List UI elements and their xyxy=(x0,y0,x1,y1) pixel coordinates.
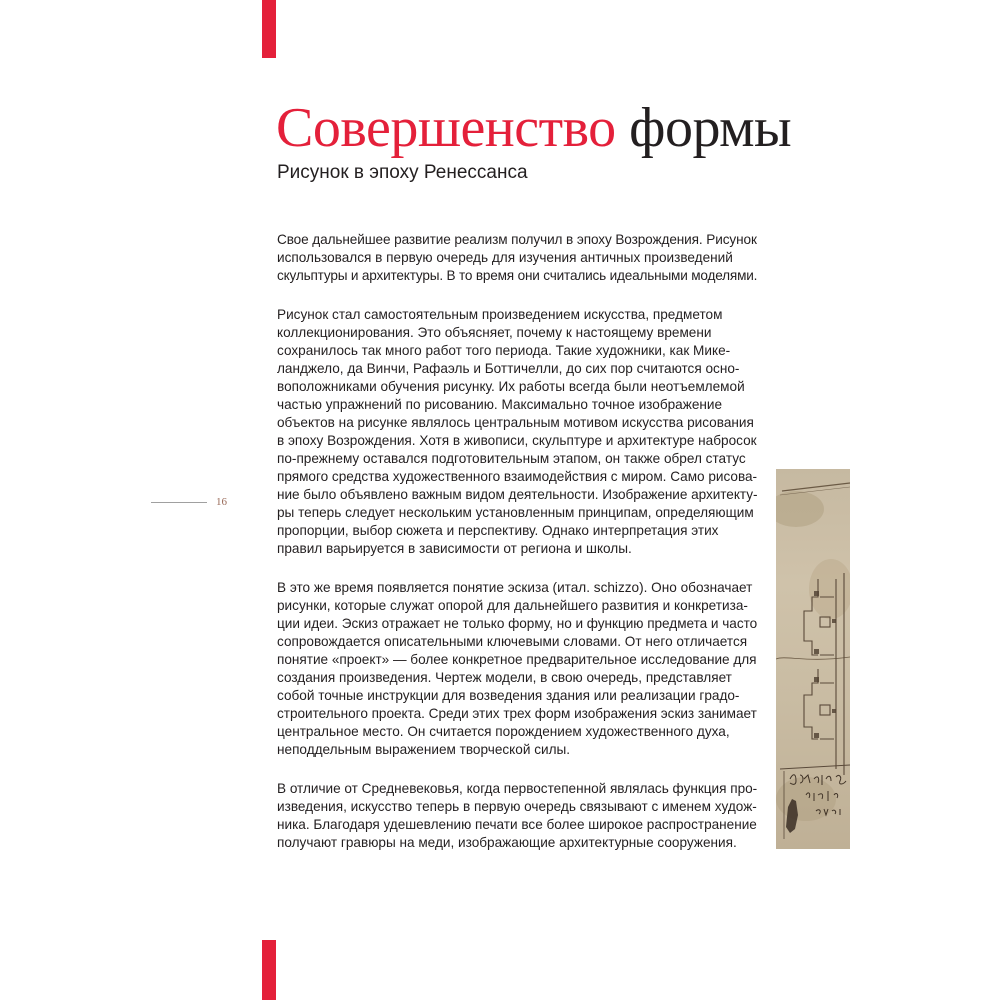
renaissance-drawing-image xyxy=(776,469,850,849)
paragraph-line: неподдельным выражением творческой силы. xyxy=(277,742,571,757)
page-subtitle: Рисунок в эпоху Ренессанса xyxy=(277,162,528,183)
paragraph-line: ланджело, да Винчи, Рафаэль и Боттичелли, до сих пор считаются осно- xyxy=(277,361,740,376)
paragraph-line: сохранилось так много работ того периода. Такие художники, как Мике- xyxy=(277,343,731,358)
paragraph-line: сопровождается описательными ключевыми словами. От него отличается xyxy=(277,634,748,649)
paragraph-line: коллекционирования. Это объясняет, почему к настоящему времени xyxy=(277,325,712,340)
paragraph xyxy=(277,579,757,759)
paragraph-line: Свое дальнейшее развитие реализм получил в эпоху Возрождения. Рисунок xyxy=(277,232,757,247)
page-number: 16 xyxy=(216,496,227,508)
paragraph-line: частью упражнений по рисованию. Максимально точное изображение xyxy=(277,397,723,412)
paragraph-line: В это же время появляется понятие эскиза (итал. schizzo). Оно обозначает xyxy=(277,580,753,595)
paragraph-line: ние было объявлено важным видом деятельности. Изображение архитекту- xyxy=(277,487,758,502)
paragraph-line: центральное место. Он считается порождением художественного духа, xyxy=(277,724,730,739)
title-rest-word: формы xyxy=(629,97,792,159)
top-accent-bar xyxy=(262,0,276,58)
bottom-accent-bar xyxy=(262,940,276,1000)
paragraph-line: прямого средства художественного взаимодействия с миром. Само рисова- xyxy=(277,469,758,484)
paragraph xyxy=(277,306,757,558)
paragraph xyxy=(277,780,757,852)
paragraph-line: воположниками обучения рисунку. Их работы всегда были неотъемлемой xyxy=(277,379,745,394)
paragraph-line: ры теперь следует нескольким установленным принципам, определяющим xyxy=(277,505,754,520)
paragraph-line: изведения, искусство теперь в первую очередь связывают с именем худож- xyxy=(277,799,757,814)
paragraph-line: Рисунок стал самостоятельным произведением искусства, предметом xyxy=(277,307,723,322)
paragraph-line: по-прежнему оставался подготовительным этапом, он также обрел статус xyxy=(277,451,746,466)
paragraph xyxy=(277,231,757,285)
architectural-sketch-icon xyxy=(776,469,850,849)
paragraph-line: в эпоху Возрождения. Хотя в живописи, скульптуре и архитектуре набросок xyxy=(277,433,757,448)
paragraph-line: понятие «проект» — более конкретное предварительное исследование для xyxy=(277,652,757,667)
paragraph-line: использовался в первую очередь для изучения античных произведений xyxy=(277,250,733,265)
paragraph-line: скульптуры и архитектуры. В то время они считались идеальными моделями. xyxy=(277,268,758,283)
paragraph-line: рисунки, которые служат опорой для дальнейшего развития и конкретиза- xyxy=(277,598,748,613)
article-body xyxy=(277,231,757,873)
paragraph-line: В отличие от Средневековья, когда первостепенной являлась функция про- xyxy=(277,781,758,796)
paragraph-line: ника. Благодаря удешевлению печати все более широкое распространение xyxy=(277,817,757,832)
title-accent-word: Совершенство xyxy=(276,97,616,159)
paragraph-line: ции идеи. Эскиз отражает не только форму, но и функцию предмета и часто xyxy=(277,616,758,631)
paragraph-line: пропорции, выбор сюжета и перспективу. Однако интерпретация этих xyxy=(277,523,719,538)
page-number-rule xyxy=(151,502,207,503)
paragraph-line: создания произведения. Чертеж модели, в свою очередь, представляет xyxy=(277,670,732,685)
paragraph-line: строительного проекта. Среди этих трех форм изображения эскиз занимает xyxy=(277,706,757,721)
page-title xyxy=(276,88,791,168)
paragraph-line: объектов на рисунке являлось центральным мотивом искусства рисования xyxy=(277,415,754,430)
paragraph-line: получают гравюры на меди, изображающие архитектурные сооружения. xyxy=(277,835,737,850)
paragraph-line: правил варьируется в зависимости от региона и школы. xyxy=(277,541,632,556)
paragraph-line: собой точные инструкции для возведения здания или реализации градо- xyxy=(277,688,740,703)
